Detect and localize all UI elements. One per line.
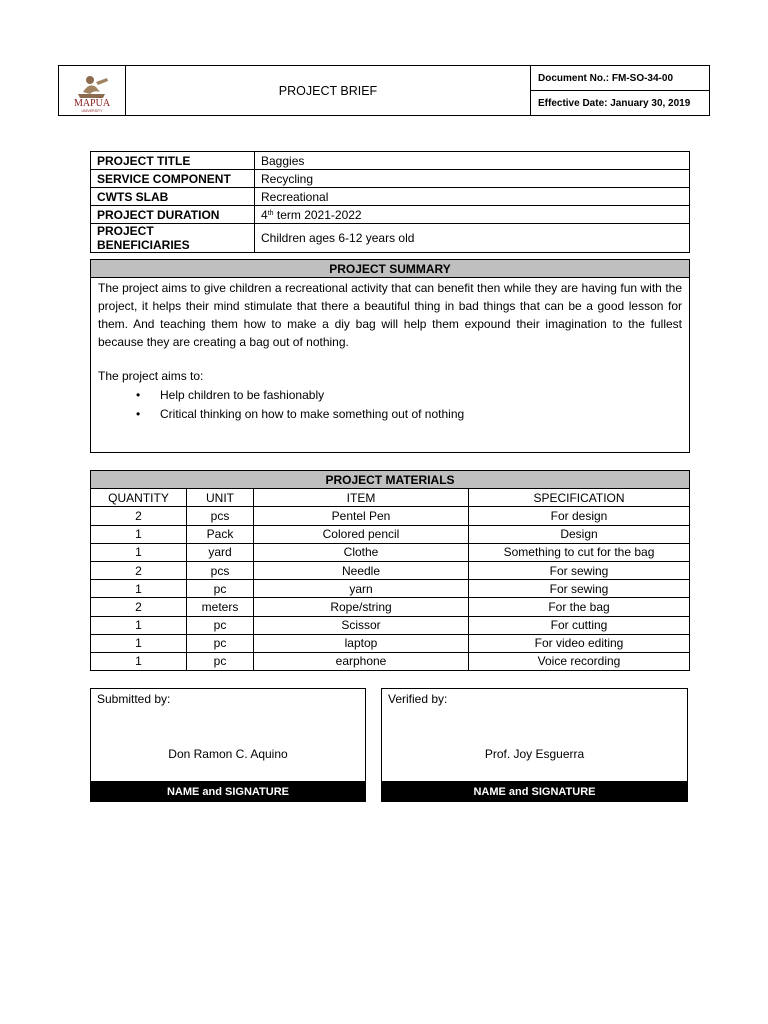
table-cell: 1: [91, 652, 187, 670]
table-cell: pc: [187, 580, 254, 598]
info-row: [91, 170, 690, 188]
table-cell: 2: [91, 507, 187, 525]
table-row: [91, 580, 690, 598]
materials-column-headers: [91, 489, 690, 507]
table-cell: Pentel Pen: [254, 507, 469, 525]
info-value: Recreational: [255, 188, 690, 206]
info-label: SERVICE COMPONENT: [91, 170, 255, 188]
table-cell: 2: [91, 561, 187, 579]
info-row: [91, 152, 690, 170]
bullet-icon: •: [136, 407, 141, 421]
table-row: [91, 616, 690, 634]
table-row: [91, 543, 690, 561]
table-cell: Something to cut for the bag: [469, 543, 690, 561]
table-cell: Rope/string: [254, 598, 469, 616]
table-cell: earphone: [254, 652, 469, 670]
table-row: [91, 507, 690, 525]
list-item: [136, 386, 682, 405]
table-row: [91, 525, 690, 543]
table-cell: pc: [187, 652, 254, 670]
project-summary: [90, 259, 690, 453]
logo-cell: [59, 66, 126, 115]
aim-text: Help children to be fashionably: [160, 388, 325, 402]
table-cell: For sewing: [469, 561, 690, 579]
materials-heading-row: [91, 471, 690, 489]
table-cell: Voice recording: [469, 652, 690, 670]
mapua-logo: [63, 68, 121, 114]
column-header: SPECIFICATION: [469, 489, 690, 507]
table-cell: Clothe: [254, 543, 469, 561]
info-label: PROJECT DURATION: [91, 206, 255, 224]
table-cell: For the bag: [469, 598, 690, 616]
table-cell: Needle: [254, 561, 469, 579]
name-signature-caption: NAME and SIGNATURE: [381, 781, 688, 802]
table-row: [91, 598, 690, 616]
submitter-name: Don Ramon C. Aquino: [168, 747, 288, 761]
verified-by-box: [381, 688, 688, 802]
project-info-table: [90, 151, 690, 253]
table-cell: yarn: [254, 580, 469, 598]
logo-subtext: UNIVERSITY: [81, 108, 103, 113]
page-title: PROJECT BRIEF: [126, 66, 531, 115]
table-cell: 1: [91, 634, 187, 652]
bullet-icon: •: [136, 388, 141, 402]
effective-date: Effective Date: January 30, 2019: [531, 90, 709, 115]
aims-title: The project aims to:: [98, 369, 204, 383]
materials-heading: PROJECT MATERIALS: [91, 471, 690, 489]
info-label: CWTS SLAB: [91, 188, 255, 206]
table-cell: For sewing: [469, 580, 690, 598]
duration-rest: term 2021-2022: [273, 207, 362, 222]
aim-text: Critical thinking on how to make something out of nothing: [160, 407, 465, 421]
summary-body: [91, 278, 689, 424]
info-value: Baggies: [255, 152, 690, 170]
submitted-by-label: Submitted by:: [97, 692, 171, 706]
table-cell: pc: [187, 634, 254, 652]
info-row: [91, 206, 690, 224]
aims-list: [98, 386, 682, 424]
table-cell: For design: [469, 507, 690, 525]
submitted-by-box: [90, 688, 366, 802]
info-value: Children ages 6-12 years old: [255, 224, 690, 253]
list-item: [136, 405, 682, 424]
duration-suffix: th: [267, 209, 274, 217]
info-value: Recycling: [255, 170, 690, 188]
column-header: ITEM: [254, 489, 469, 507]
table-cell: 2: [91, 598, 187, 616]
info-row: [91, 224, 690, 253]
info-label: PROJECT BENEFICIARIES: [91, 224, 255, 253]
table-cell: 1: [91, 580, 187, 598]
table-cell: laptop: [254, 634, 469, 652]
table-cell: pcs: [187, 561, 254, 579]
table-cell: Design: [469, 525, 690, 543]
duration-number: 4: [261, 207, 268, 222]
logo-text: MAPÚA: [73, 97, 111, 109]
verified-by-label: Verified by:: [388, 692, 448, 706]
table-cell: yard: [187, 543, 254, 561]
table-cell: pcs: [187, 507, 254, 525]
table-cell: 1: [91, 543, 187, 561]
info-value: [255, 206, 690, 224]
table-cell: meters: [187, 598, 254, 616]
table-cell: For cutting: [469, 616, 690, 634]
table-row: [91, 561, 690, 579]
table-cell: pc: [187, 616, 254, 634]
summary-heading: PROJECT SUMMARY: [91, 260, 689, 278]
document-number: Document No.: FM-SO-34-00: [538, 72, 674, 84]
info-label: PROJECT TITLE: [91, 152, 255, 170]
name-signature-caption: NAME and SIGNATURE: [90, 781, 366, 802]
document-meta: [531, 66, 709, 115]
table-row: [91, 634, 690, 652]
document-header: [58, 65, 710, 116]
materials-table: [90, 470, 690, 671]
verifier-name: Prof. Joy Esguerra: [484, 747, 585, 761]
table-cell: Colored pencil: [254, 525, 469, 543]
column-header: UNIT: [187, 489, 254, 507]
table-cell: For video editing: [469, 634, 690, 652]
table-cell: 1: [91, 525, 187, 543]
table-row: [91, 652, 690, 670]
table-cell: Pack: [187, 525, 254, 543]
summary-paragraph: The project aims to give children a recreational activity that can benefit then while they are having fun with the project, it helps their mind stimulate that there a beautiful thing in bad things that can be a good lesson for them. And teaching them how to make a diy bag will help them expound their imagination to the fullest because they are creating a bag out of nothing.: [98, 281, 682, 349]
table-cell: Scissor: [254, 616, 469, 634]
table-cell: 1: [91, 616, 187, 634]
info-row: [91, 188, 690, 206]
column-header: QUANTITY: [91, 489, 187, 507]
